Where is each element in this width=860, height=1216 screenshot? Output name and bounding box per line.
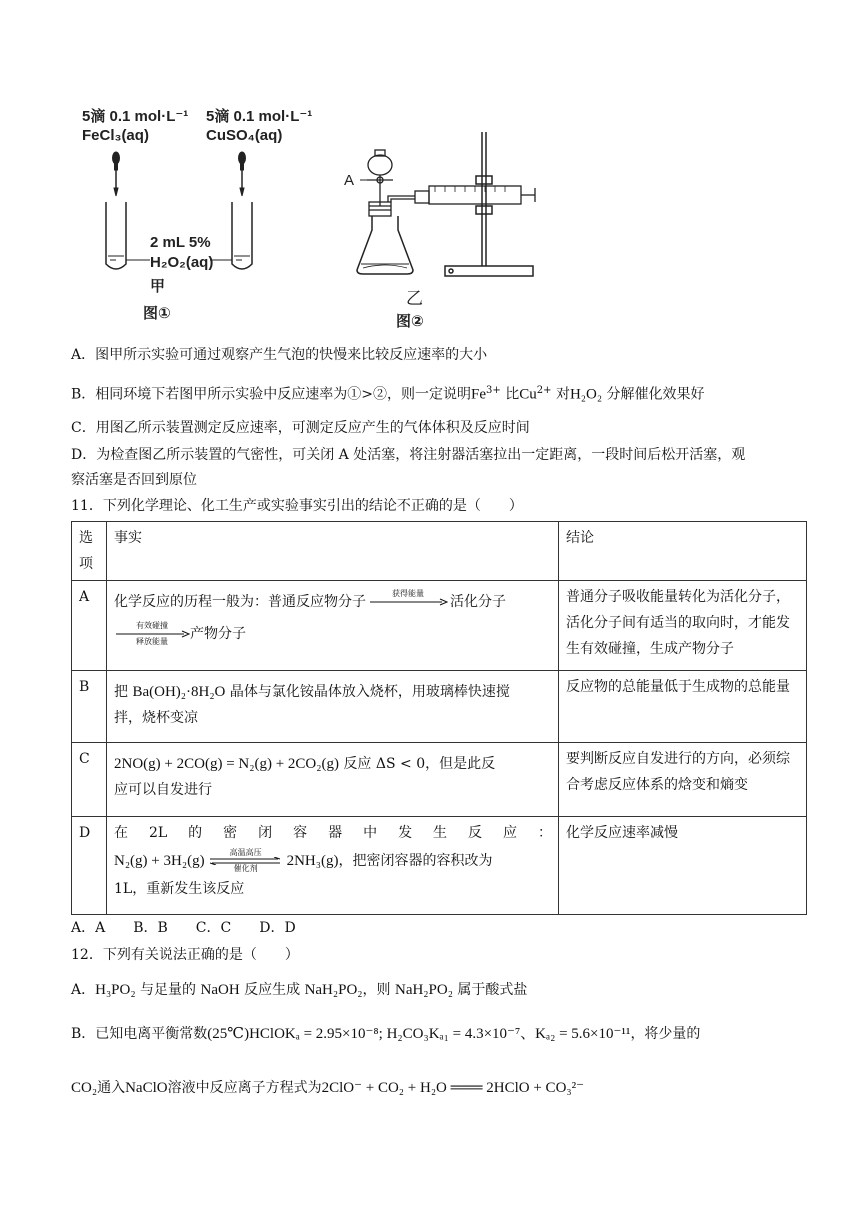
collision-arrow: 有效碰撞 释放能量 — [114, 624, 190, 644]
row-option: B — [72, 671, 107, 743]
q11-table — [71, 521, 807, 915]
q12-option-b-line2: CO₂通入NaClO溶液中反应离子方程式为2ClO⁻ + CO₂ + H₂O ═══ 2HClO + CO₃²⁻ — [71, 1080, 585, 1096]
q10-option-a: A．图甲所示实验可通过观察产生气泡的快慢来比较反应速率的大小 — [71, 347, 488, 363]
right-test-tube-icon — [232, 202, 252, 269]
q10-option-d-line2: 察活塞是否回到原位 — [71, 472, 197, 488]
fe-ion-charge: 3+ — [486, 385, 501, 396]
table-row — [72, 817, 807, 915]
q10-option-b — [71, 381, 705, 405]
valve-label: A — [344, 172, 355, 189]
table-row — [72, 581, 807, 671]
q10-option-d-line1: D．为检查图乙所示装置的气密性，可关闭 A 处活塞，将注射器活塞拉出一定距离，一段时间后松开活塞，观 — [71, 447, 746, 463]
header-fact: 事实 — [107, 522, 559, 581]
separatory-funnel-icon — [367, 150, 393, 206]
conical-flask-icon — [357, 216, 413, 274]
row-fact: 把 Ba(OH)₂·8H₂O 晶体与氯化铵晶体放入烧杯，用玻璃棒快速搅 拌，烧杯变凉 — [107, 671, 559, 743]
q10-option-b-mid: 比 — [500, 386, 520, 403]
left-test-tube-icon — [106, 202, 126, 269]
q10-option-b-mid2: 对 — [551, 386, 570, 403]
syringe-icon — [415, 186, 535, 204]
figure-area — [70, 100, 550, 340]
row-option: C — [72, 743, 107, 817]
test-tubes-diagram — [100, 144, 260, 280]
q11-stem: 11．下列化学理论、化工生产或实验事实引出的结论不正确的是（ ） — [71, 498, 523, 514]
liquid-label-1: 2 mL 5% — [150, 234, 211, 251]
gas-syringe-apparatus-diagram — [355, 130, 545, 280]
right-dropper-icon — [239, 152, 246, 196]
cu-ion-symbol: Cu — [519, 386, 537, 403]
h2o2-formula: H₂O₂ — [569, 386, 603, 403]
q10-option-c: C．用图乙所示装置测定反应速率，可测定反应产生的气体体积及反应时间 — [71, 420, 530, 436]
table-row — [72, 671, 807, 743]
q11-answer-choices: A．A B．B C．C D．D — [71, 920, 296, 936]
row-conclusion: 要判断反应自发进行的方向，必须综合考虑反应体系的焓变和熵变 — [559, 743, 807, 817]
row-fact: 化学反应的历程一般为：普通反应物分子 获得能量 活化分子 有效碰撞 释放能量 产物分子 — [107, 581, 559, 671]
energy-arrow: 获得能量 — [368, 592, 448, 612]
equilibrium-arrow: 高温高压 催化剂 — [208, 851, 284, 871]
table-header-row — [72, 522, 807, 581]
row-conclusion: 反应物的总能量低于生成物的总能量 — [559, 671, 807, 743]
figure-1-caption: 图① — [143, 305, 171, 322]
q12-option-b-line1: B．已知电离平衡常数(25℃)HClOKₐ = 2.95×10⁻⁸; H₂CO₃Kₐ₁ = 4.3×10⁻⁷、Kₐ₂ = 5.6×10⁻¹¹，将少量的 — [71, 1026, 701, 1042]
row-fact: 在 2L 的 密 闭 容 器 中 发 生 反 应 ： N₂(g) + 3H₂(g) 高温高压 催化剂 2NH₃(g)，把密闭容器的容积改为 1L，重新发生该反应 — [107, 817, 559, 915]
row-fact: 2NO(g) + 2CO(g) = N₂(g) + 2CO₂(g) 反应 ΔS < 0，但是此反 应可以自发进行 — [107, 743, 559, 817]
figure-jia-label: 甲 — [150, 278, 166, 295]
cu-ion-charge: 2+ — [536, 385, 552, 396]
figure-yi-label: 乙 — [406, 289, 423, 308]
left-dropper-label-2: FeCl₃(aq) — [82, 127, 149, 144]
row-option: A — [72, 581, 107, 671]
q10-option-b-post: 分解催化效果好 — [602, 386, 705, 403]
left-dropper-label-1: 5滴 0.1 mol·L⁻¹ — [82, 108, 189, 125]
header-conclusion: 结论 — [559, 522, 807, 581]
q12-option-a: A．H₃PO₂ 与足量的 NaOH 反应生成 NaH₂PO₂，则 NaH₂PO₂ 属于酸式盐 — [71, 982, 528, 998]
row-conclusion: 普通分子吸收能量转化为活化分子，活化分子间有适当的取向时，才能发生有效碰撞，生成产物分子 — [559, 581, 807, 671]
row-option: D — [72, 817, 107, 915]
q12-stem: 12．下列有关说法正确的是（ ） — [71, 947, 299, 963]
q10-option-b-pre: B．相同环境下若图甲所示实验中反应速率为①>②，则一定说明 — [71, 386, 472, 403]
row-conclusion: 化学反应速率减慢 — [559, 817, 807, 915]
liquid-label-2: H₂O₂(aq) — [150, 254, 214, 271]
left-dropper-icon — [113, 152, 120, 196]
right-dropper-label-2: CuSO₄(aq) — [206, 127, 283, 144]
table-row — [72, 743, 807, 817]
header-option: 选 项 — [72, 522, 107, 581]
figure-2-caption: 图② — [396, 313, 424, 330]
fe-ion-symbol: Fe — [471, 386, 487, 403]
right-dropper-label-1: 5滴 0.1 mol·L⁻¹ — [206, 108, 313, 125]
